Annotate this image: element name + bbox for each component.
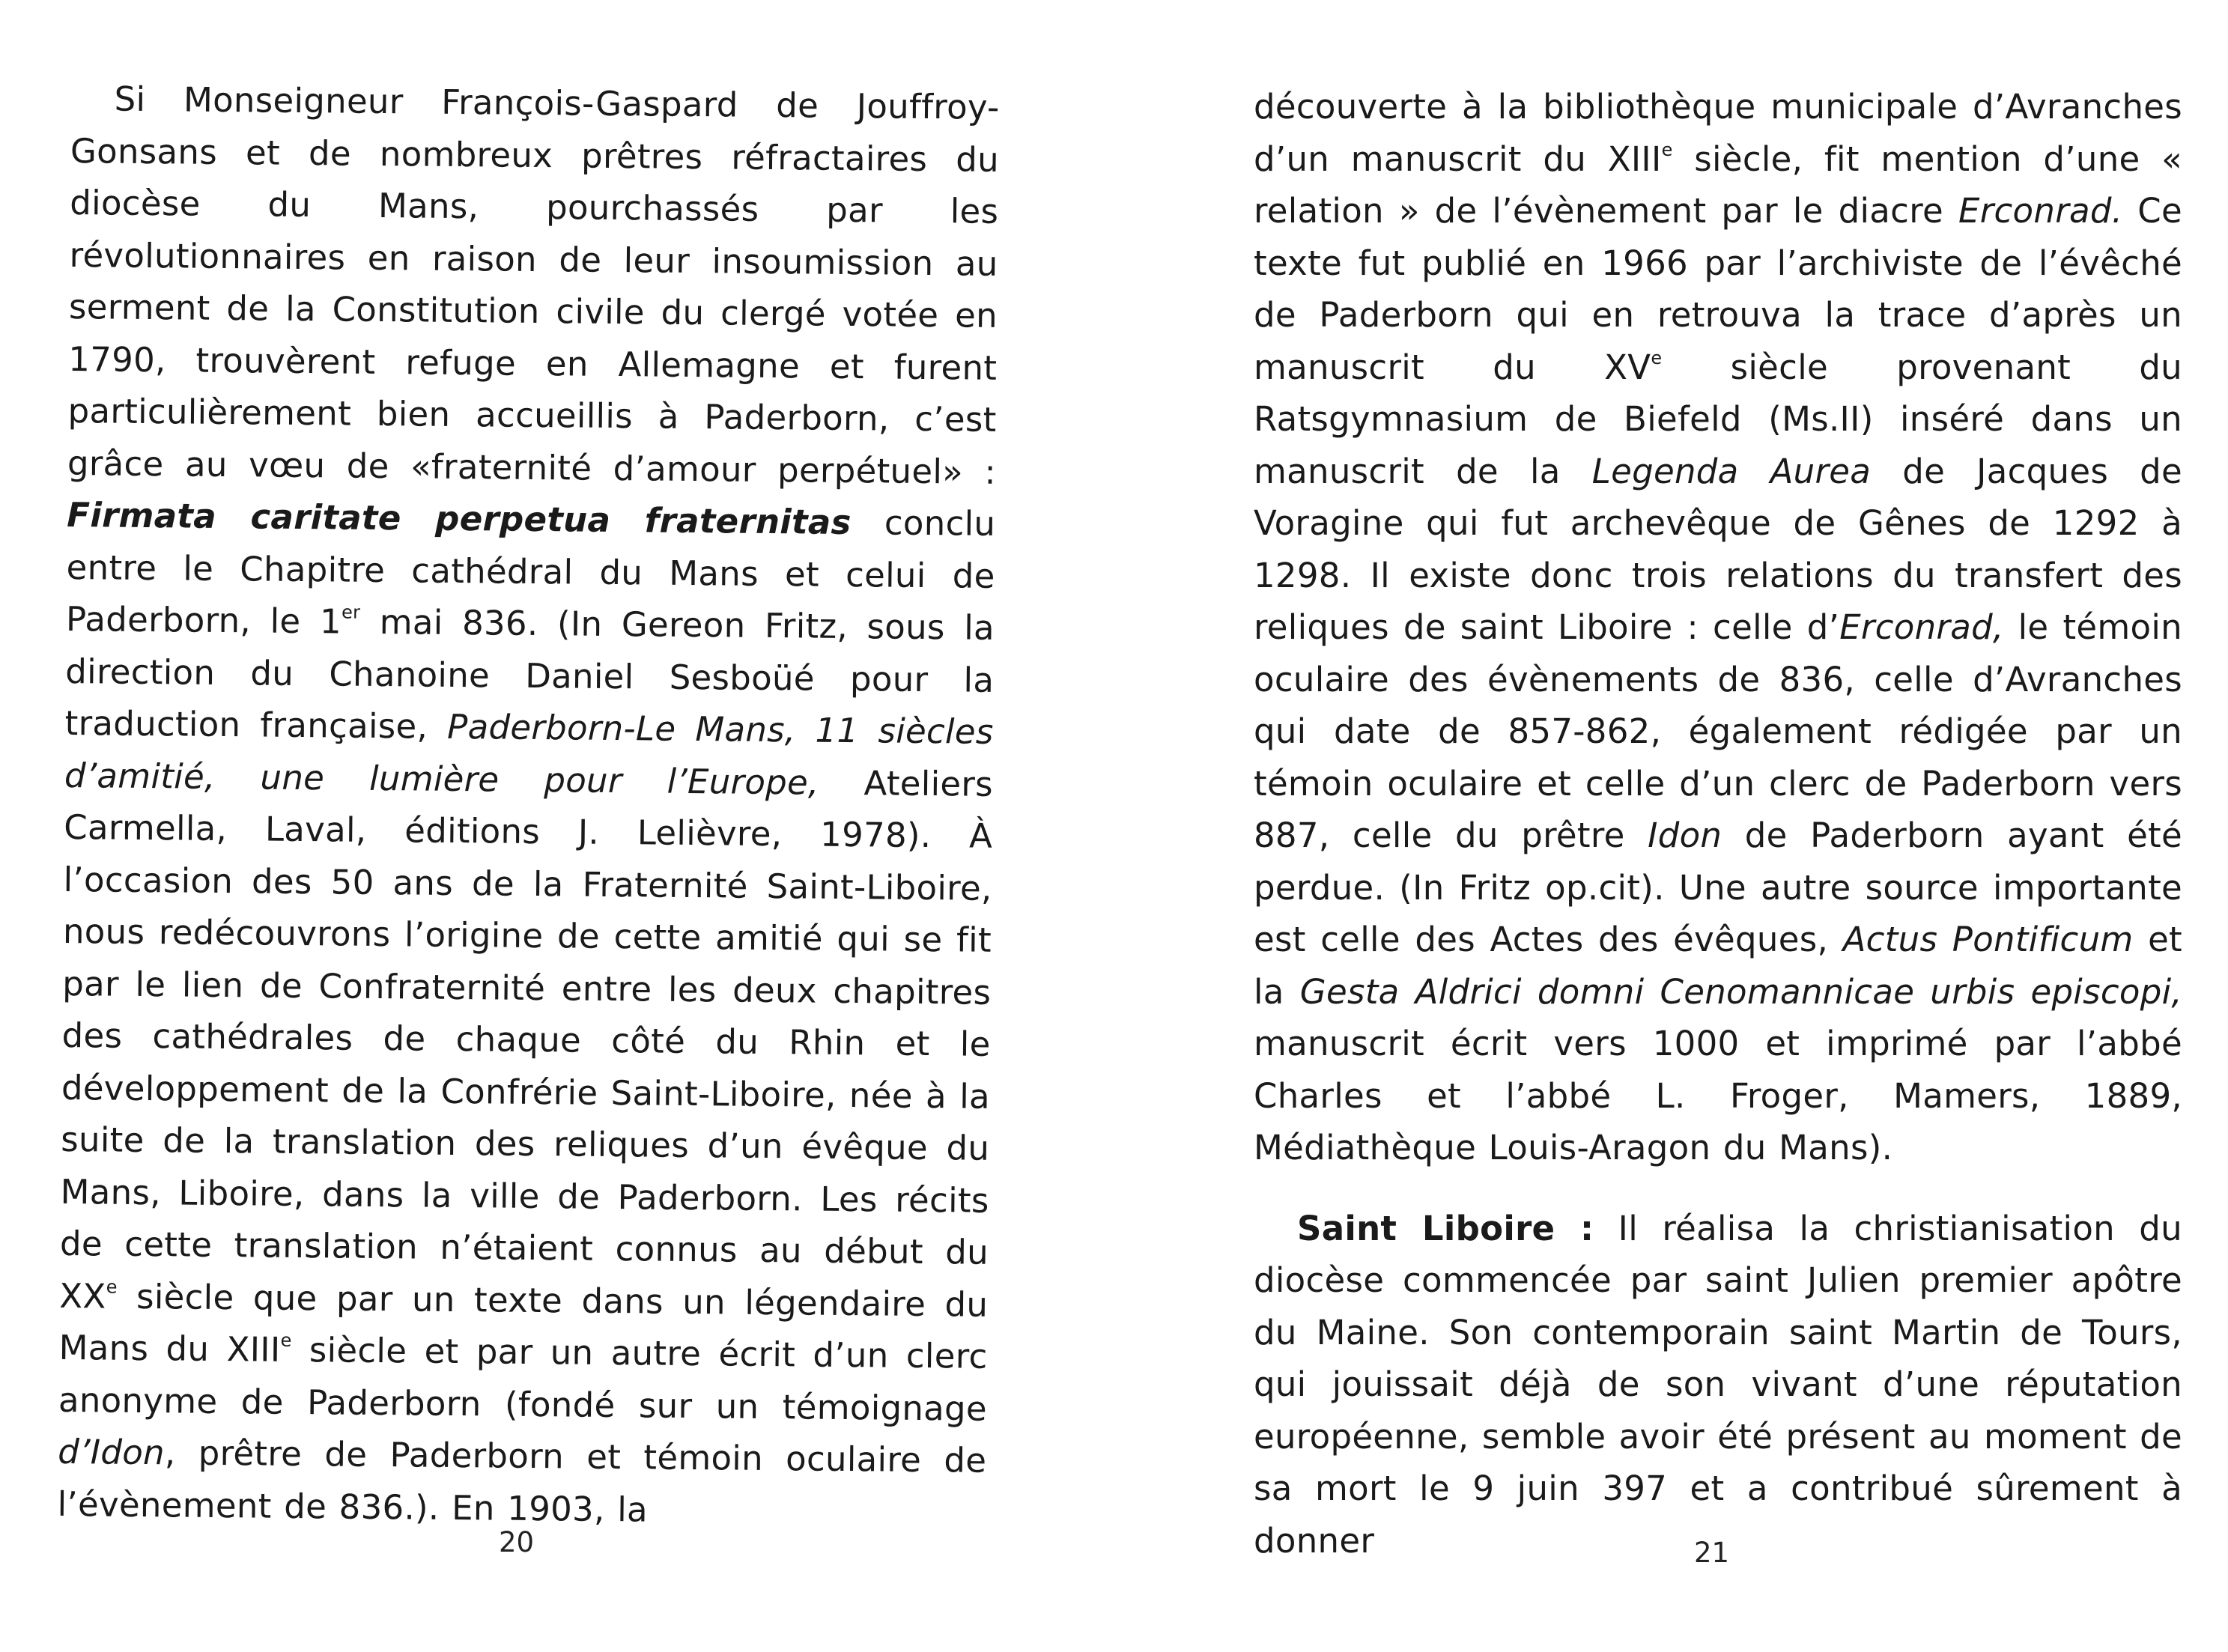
- left-page-text: [57, 73, 1000, 1539]
- book-title: Paderborn-Le Mans, 11 siècles d’amitié, une lumière pour l’Europe,: [64, 706, 994, 803]
- text-run: découverte à la bibliothèque municipale d’Avranches d’un manuscrit du XIII: [1254, 87, 2182, 179]
- italic-name: Erconrad.: [1958, 191, 2123, 231]
- text-run: siècle que par un texte dans un légendaire du Mans du XIII: [58, 1276, 989, 1370]
- superscript: e: [280, 1329, 292, 1351]
- superscript: er: [341, 601, 361, 623]
- right-paragraph-2: [1254, 1203, 2182, 1567]
- text-run: mai 836. (In Gereon Fritz, sous la direction du Chanoine Daniel Sesboüé pour la traduction française,: [64, 601, 995, 747]
- text-run: de Jacques de Voragine qui fut archevêque de Gênes de 1292 à 1298. Il existe donc trois relations du transfert des reliques de saint Liboire : celle d’: [1254, 451, 2183, 647]
- text-run: de Paderborn ayant été perdue. (In Fritz op.cit). Une autre source importante est celle des Actes des évêques,: [1254, 816, 2182, 959]
- text-run: conclu entre le Chapitre cathédral du Mans et celui de Paderborn, le 1: [65, 502, 996, 642]
- text-run: siècle, fit mention d’une « relation » de l’évènement par le diacre: [1254, 139, 2182, 231]
- text-run: , prêtre de Paderborn et témoin oculaire de l’évènement de 836.). En 1903, la: [57, 1433, 987, 1529]
- italic-name: Idon: [1648, 816, 1722, 855]
- superscript: e: [1651, 347, 1663, 368]
- latin-motto: Firmata caritate perpetua fraternitas: [67, 494, 852, 543]
- left-paragraph: [57, 73, 1000, 1539]
- italic-name: Erconrad,: [1839, 607, 2004, 647]
- text-run: manuscrit écrit vers 1000 et imprimé par l’abbé Charles et l’abbé L. Froger, Mamers, 1889, Médiathèque Louis-Aragon du Mans).: [1254, 1024, 2182, 1167]
- book-title: Gesta Aldrici domni Cenomannicae urbis episcopi,: [1299, 971, 2182, 1012]
- right-page: [1114, 0, 2228, 1652]
- superscript: e: [106, 1276, 118, 1298]
- page-number-left: 20: [499, 1526, 535, 1558]
- text-run: siècle et par un autre écrit d’un clerc anonyme de Paderborn (fondé sur un témoignage: [58, 1329, 988, 1429]
- right-page-text: [1254, 81, 2182, 1567]
- right-paragraph-1: [1254, 81, 2182, 1174]
- text-run: Si Monseigneur François-Gaspard de Jouffroy-Gonsans et de nombreux prêtres réfractaires du diocèse du Mans, pourchassés par les révolutionnaires en raison de leur insoumission au serment de la Constitution civile du clergé votée en 1790, trouvèrent refuge en Allemagne et furent particulièrement bien accueillis à Paderborn, c’est grâce au vœu de «fraternité d’amour perpétuel» :: [67, 79, 1000, 492]
- text-run: et la: [1254, 920, 2183, 1012]
- text-run: Ateliers Carmella, Laval, éditions J. Lelièvre, 1978). À l’occasion des 50 ans de la Fraternité Saint-Liboire, nous redécouvrons l’origine de cette amitié qui se fit par le lien de Confraternité entre les deux chapitres des cathédrales de chaque côté du Rhin et le développement de la Confrérie Saint-Liboire, née à la suite de la translation des reliques d’un évêque du Mans, Liboire, dans la ville de Paderborn. Les récits de cette translation n’étaient connus au début du XX: [59, 762, 994, 1317]
- text-run: siècle provenant du Ratsgymnasium de Biefeld (Ms.II) inséré dans un manuscrit de la: [1254, 347, 2182, 491]
- text-run: Ce texte fut publié en 1966 par l’archiviste de l’évêché de Paderborn qui en retrouva la trace d’après un manuscrit du XV: [1254, 191, 2183, 387]
- text-run: Il réalisa la christianisation du diocèse commencée par saint Julien premier apôtre du Maine. Son contemporain saint Martin de Tours, qui jouissait déjà de son vivant d’une réputation européenne, semble avoir été présent au moment de sa mort le 9 juin 397 et a contribué sûrement à donner: [1254, 1208, 2182, 1561]
- book-title: Actus Pontificum: [1842, 920, 2134, 959]
- superscript: e: [1661, 139, 1673, 160]
- text-run: le témoin oculaire des évènements de 836, celle d’Avranches qui date de 857-862, également rédigée par un témoin oculaire et celle d’un clerc de Paderborn vers 887, celle du prêtre: [1254, 607, 2182, 855]
- page-number-right: 21: [1694, 1537, 1730, 1569]
- section-heading: Saint Liboire :: [1297, 1208, 1594, 1248]
- book-title: Legenda Aurea: [1591, 451, 1872, 491]
- italic-name: d’Idon: [58, 1431, 166, 1473]
